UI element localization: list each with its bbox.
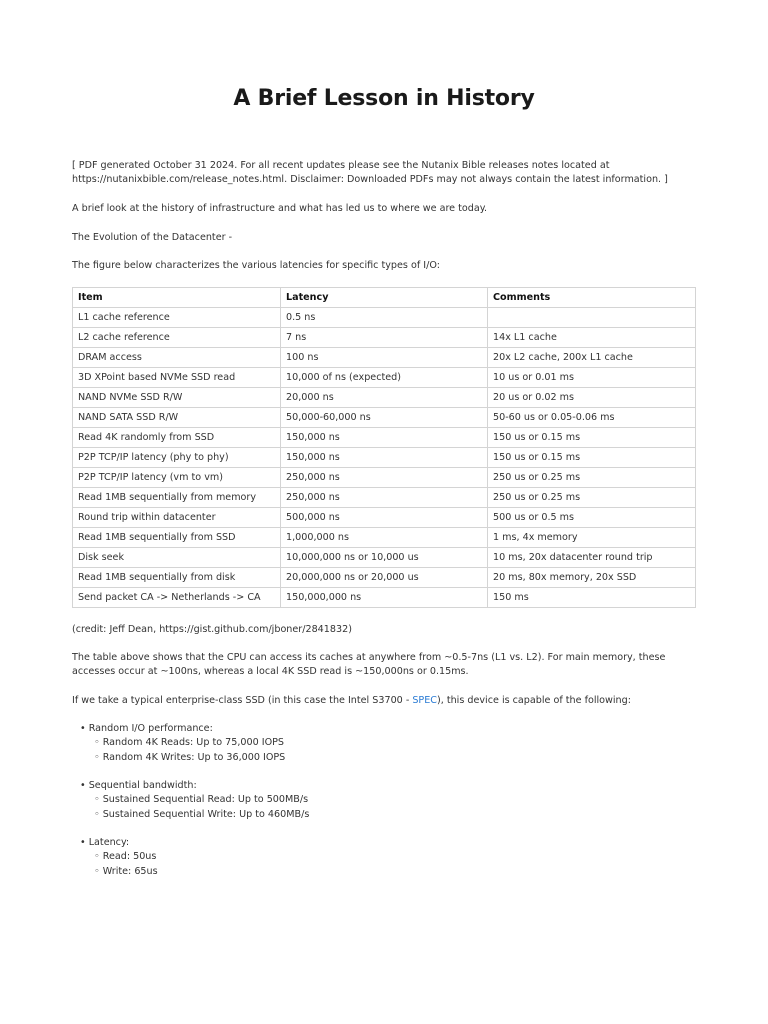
- latency-cell: 150,000 ns: [281, 428, 488, 448]
- comments-cell: 1 ms, 4x memory: [488, 528, 696, 548]
- latency-cell: 50,000-60,000 ns: [281, 408, 488, 428]
- latency-cell: 150,000 ns: [281, 448, 488, 468]
- page-title: A Brief Lesson in History: [233, 86, 535, 111]
- list-item: ◦ Random 4K Writes: Up to 36,000 IOPS: [94, 751, 286, 763]
- item-cell: DRAM access: [73, 348, 281, 368]
- table-row: [73, 468, 696, 488]
- item-cell: NAND SATA SSD R/W: [73, 408, 281, 428]
- table-row: [73, 508, 696, 528]
- comments-cell: 150 ms: [488, 588, 696, 608]
- item-cell: Disk seek: [73, 548, 281, 568]
- list-item: ◦ Write: 65us: [94, 865, 158, 877]
- comments-cell: 20 ms, 80x memory, 20x SSD: [488, 568, 696, 588]
- table-row: [73, 448, 696, 468]
- comments-cell: 20 us or 0.02 ms: [488, 388, 696, 408]
- sequential-bandwidth-list: [80, 779, 309, 822]
- comments-cell: 50-60 us or 0.05-0.06 ms: [488, 408, 696, 428]
- table-row: [73, 348, 696, 368]
- ssd-paragraph-end: ), this device is capable of the following:: [436, 695, 631, 706]
- item-cell: 3D XPoint based NVMe SSD read: [73, 368, 281, 388]
- comments-cell: 10 us or 0.01 ms: [488, 368, 696, 388]
- list-item: ◦ Read: 50us: [94, 851, 157, 863]
- column-header-item: Item: [73, 288, 281, 308]
- item-cell: P2P TCP/IP latency (phy to phy): [73, 448, 281, 468]
- latency-cell: 1,000,000 ns: [281, 528, 488, 548]
- latency-list: [80, 836, 158, 879]
- latency-cell: 150,000,000 ns: [281, 588, 488, 608]
- table-row: [73, 528, 696, 548]
- latency-cell: 20,000,000 ns or 20,000 us: [281, 568, 488, 588]
- table-row: [73, 588, 696, 608]
- comments-cell: 500 us or 0.5 ms: [488, 508, 696, 528]
- comments-cell: 150 us or 0.15 ms: [488, 448, 696, 468]
- table-row: [73, 408, 696, 428]
- item-cell: Round trip within datacenter: [73, 508, 281, 528]
- item-cell: Send packet CA -> Netherlands -> CA: [73, 588, 281, 608]
- table-row: [73, 368, 696, 388]
- latency-cell: 250,000 ns: [281, 468, 488, 488]
- table-row: [73, 568, 696, 588]
- credit-line: (credit: Jeff Dean, https://gist.github.com/jboner/2841832): [72, 624, 352, 635]
- list-item: • Sequential bandwidth:: [80, 780, 197, 791]
- spec-link[interactable]: SPEC: [412, 695, 437, 706]
- latency-table: [72, 287, 696, 608]
- comments-cell: 14x L1 cache: [488, 328, 696, 348]
- table-row: [73, 488, 696, 508]
- item-cell: L2 cache reference: [73, 328, 281, 348]
- section-heading: The Evolution of the Datacenter -: [72, 232, 233, 243]
- table-header-row: [73, 288, 696, 308]
- list-item: ◦ Sustained Sequential Read: Up to 500MB/s: [94, 794, 309, 806]
- comments-cell: 10 ms, 20x datacenter round trip: [488, 548, 696, 568]
- item-cell: P2P TCP/IP latency (vm to vm): [73, 468, 281, 488]
- comments-cell: 250 us or 0.25 ms: [488, 488, 696, 508]
- ssd-paragraph: [72, 694, 696, 708]
- column-header-latency: Latency: [281, 288, 488, 308]
- pdf-generated-note: [ PDF generated October 31 2024. For all recent updates please see the Nutanix Bible releases notes located at https://nutanixbible.com/release_notes.html. Disclaimer: Downloaded PDFs may not always contain the latest information. ]: [72, 160, 668, 185]
- item-cell: Read 4K randomly from SSD: [73, 428, 281, 448]
- comments-cell: 150 us or 0.15 ms: [488, 428, 696, 448]
- table-row: [73, 388, 696, 408]
- list-item: • Random I/O performance:: [80, 723, 213, 734]
- cache-paragraph: The table above shows that the CPU can access its caches at anywhere from ~0.5-7ns (L1 vs. L2). For main memory, these accesses occur at ~100ns, whereas a local 4K SSD read is ~150,000ns or 0.15ms.: [72, 652, 666, 677]
- latency-cell: 7 ns: [281, 328, 488, 348]
- latency-cell: 0.5 ns: [281, 308, 488, 328]
- column-header-comments: Comments: [488, 288, 696, 308]
- table-row: [73, 328, 696, 348]
- table-row: [73, 308, 696, 328]
- item-cell: NAND NVMe SSD R/W: [73, 388, 281, 408]
- latency-cell: 250,000 ns: [281, 488, 488, 508]
- ssd-paragraph-start: If we take a typical enterprise-class SSD (in this case the Intel S3700 -: [72, 695, 413, 706]
- item-cell: Read 1MB sequentially from memory: [73, 488, 281, 508]
- comments-cell: 250 us or 0.25 ms: [488, 468, 696, 488]
- latency-cell: 20,000 ns: [281, 388, 488, 408]
- list-item: • Latency:: [80, 837, 130, 848]
- latency-cell: 100 ns: [281, 348, 488, 368]
- random-io-list: [80, 722, 285, 765]
- figure-caption: The figure below characterizes the various latencies for specific types of I/O:: [72, 260, 440, 271]
- list-item: ◦ Sustained Sequential Write: Up to 460MB/s: [94, 808, 310, 820]
- intro-paragraph: A brief look at the history of infrastructure and what has led us to where we are today.: [72, 203, 488, 214]
- item-cell: Read 1MB sequentially from disk: [73, 568, 281, 588]
- comments-cell: 20x L2 cache, 200x L1 cache: [488, 348, 696, 368]
- latency-cell: 10,000 of ns (expected): [281, 368, 488, 388]
- comments-cell: [488, 308, 696, 328]
- table-row: [73, 428, 696, 448]
- table-row: [73, 548, 696, 568]
- item-cell: Read 1MB sequentially from SSD: [73, 528, 281, 548]
- latency-cell: 500,000 ns: [281, 508, 488, 528]
- item-cell: L1 cache reference: [73, 308, 281, 328]
- latency-cell: 10,000,000 ns or 10,000 us: [281, 548, 488, 568]
- list-item: ◦ Random 4K Reads: Up to 75,000 IOPS: [94, 737, 285, 749]
